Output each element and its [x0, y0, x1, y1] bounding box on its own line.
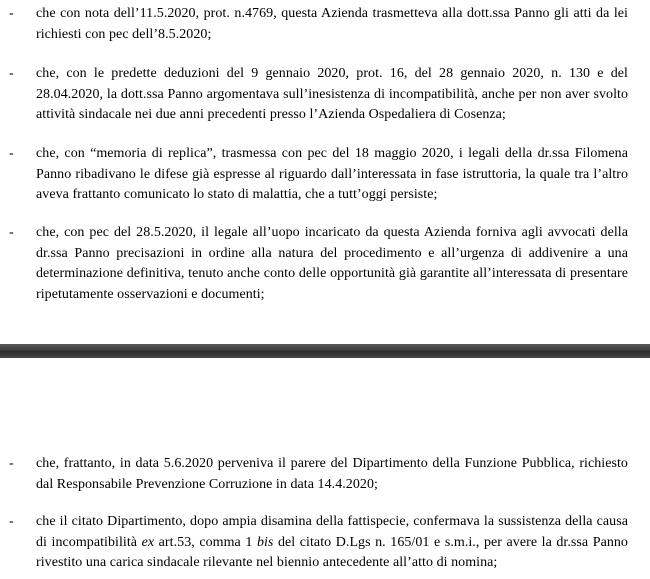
page-separator	[0, 344, 650, 358]
list-bullet: -	[9, 6, 14, 21]
document-page-lower	[0, 358, 650, 579]
paragraph-text-part: che il citato Dipartimento, dopo ampia disamina della fattispecie, confermava la sussistenza della causa di incompatibilità	[36, 514, 628, 550]
paragraph-text-part: del citato D.Lgs n. 165/01 e s.m.i., per avere la dr.ssa Panno rivestito una carica sindacale rilevante nel biennio antecedente all’atto di nomina;	[36, 534, 628, 570]
list-bullet: -	[9, 146, 14, 161]
paragraph-text	[36, 512, 628, 574]
paragraph-text: che, con le predette deduzioni del 9 gennaio 2020, prot. 16, del 28 gennaio 2020, n. 130 e del 28.04.2020, la dott.ssa Panno argomentava sull’inesistenza di incompatibilità, anche per non aver svolto attività sindacale nei due anni precedenti presso l’Azienda Ospedaliera di Cosenza;	[36, 66, 628, 122]
italic-term-ex: ex	[141, 534, 155, 550]
list-bullet: -	[9, 225, 14, 240]
paragraph-text-part: art.53, comma 1	[154, 534, 257, 550]
paragraph-text: che, con “memoria di replica”, trasmessa con pec del 18 maggio 2020, i legali della dr.ssa Filomena Panno ribadivano le difese già espresse al riguardo dall’interessata in fase istruttoria, la quale tra l’altro aveva frattanto comunicato lo stato di malattia, che a tutt’oggi persiste;	[36, 146, 628, 202]
paragraph-text: che, frattanto, in data 5.6.2020 perveniva il parere del Dipartimento della Funzione Pubblica, richiesto dal Responsabile Prevenzione Corruzione in data 14.4.2020;	[36, 456, 628, 492]
list-bullet: -	[9, 456, 14, 471]
paragraph-text: che, con pec del 28.5.2020, il legale all’uopo incaricato da questa Azienda forniva agli avvocati della dr.ssa Panno precisazioni in ordine alla natura del procedimento e all’urgenza di addivenire a una determinazione definitiva, tenuto anche conto delle opportunità già garantite all’interessata di presentare ripetutamente osservazioni e documenti;	[36, 225, 628, 302]
italic-term-bis: bis	[256, 534, 274, 550]
paragraph-text: che con nota dell’11.5.2020, prot. n.4769, questa Azienda trasmetteva alla dott.ssa Panno gli atti da lei richiesti con pec dell’8.5.2020;	[36, 6, 628, 42]
list-bullet: -	[9, 514, 14, 529]
list-bullet: -	[9, 66, 14, 81]
